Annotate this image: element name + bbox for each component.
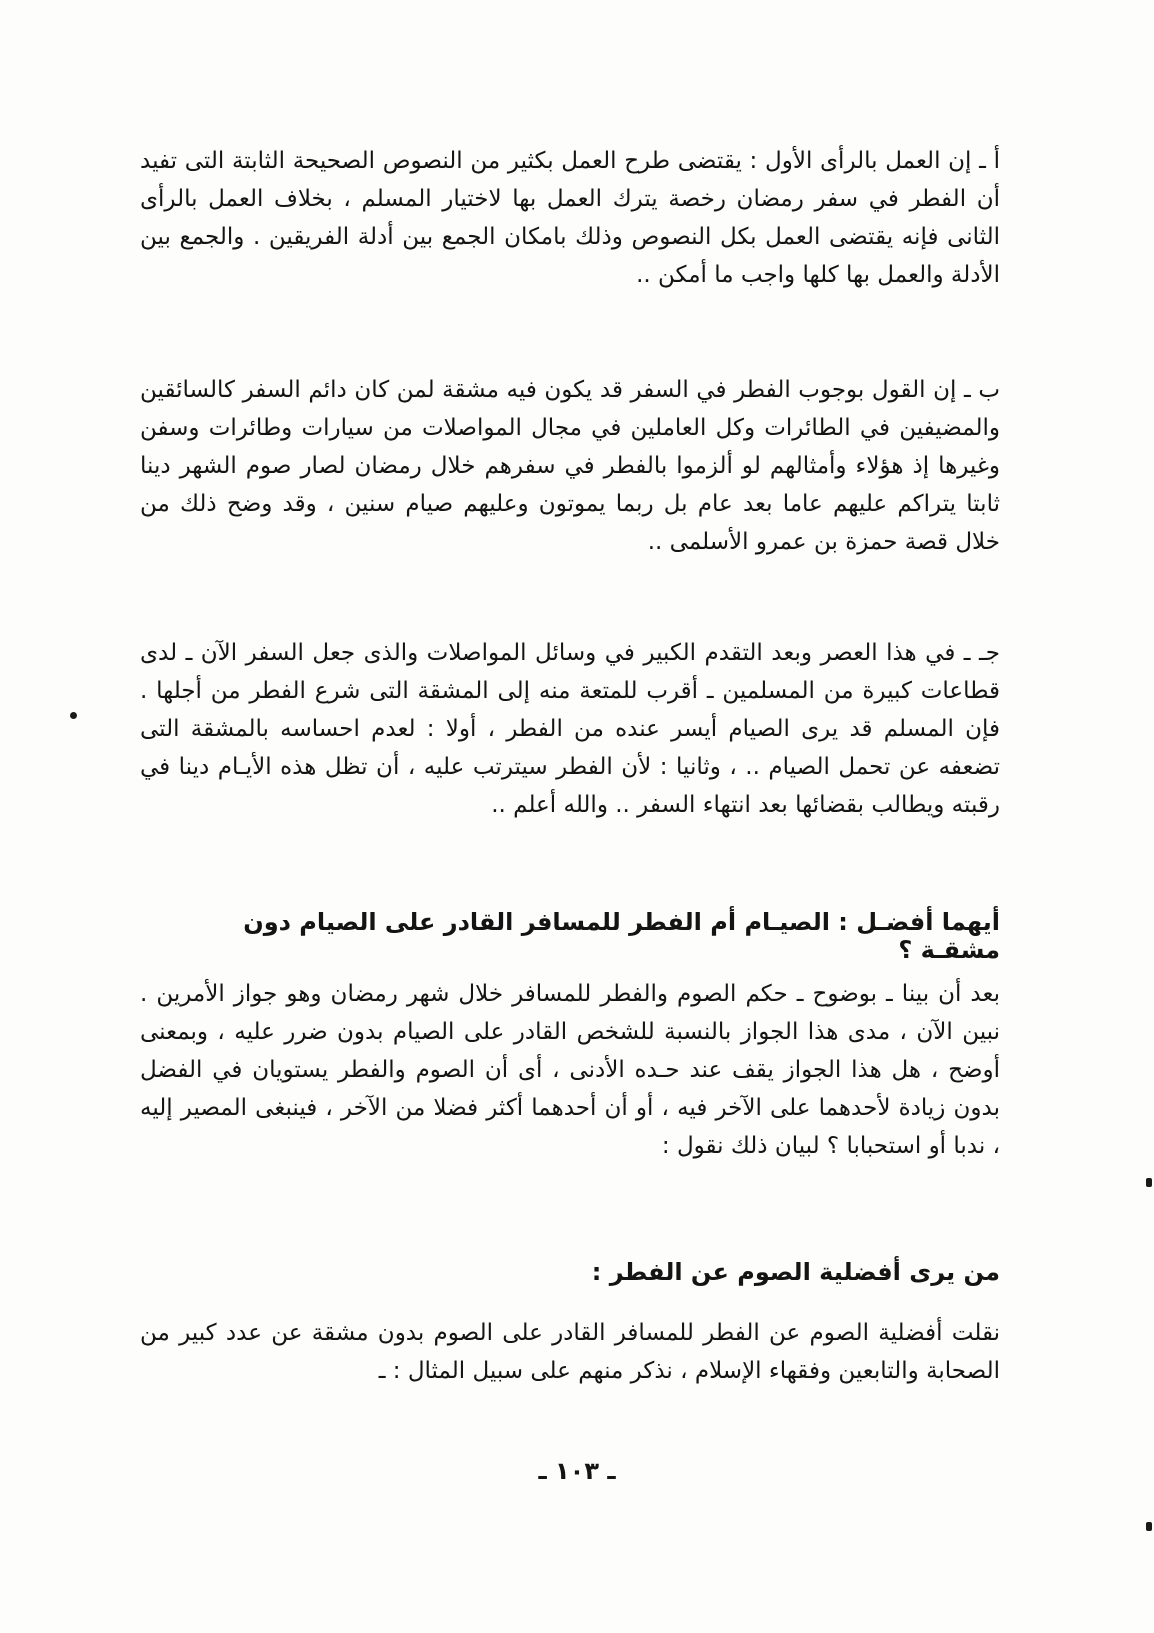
paragraph-second-reason: ب ـ إن القول بوجوب الفطر في السفر قد يكون فيه مشقة لمن كان دائم السفر كالسائقين والمضيفين في الطائرات وكل العاملين في مجال المواصلات من سيارات وطائرات وسفن وغيرها إذ هؤلاء وأمثالهم لو ألزموا بالفطر في سفرهم خلال رمضان لصار صوم الشهر دينا ثابتا يتراكم عليهم عاما بعد عام بل ربما يموتون وعليهم صيام سنين ، وقد وضح ذلك من خلال قصة حمزة بن عمرو الأسلمى .. — [140, 377, 1000, 555]
section-heading-preference-of-fasting: من يرى أفضلية الصوم عن الفطر : — [591, 1258, 1000, 1286]
scan-speck — [70, 712, 77, 719]
paragraph-first-reason: أ ـ إن العمل بالرأى الأول : يقتضى طرح العمل بكثير من النصوص الصحيحة الثابتة التى تفيد أن الفطر في سفر رمضان رخصة يترك العمل بها لاختيار المسلم ، بخلاف العمل بالرأى الثانى فإنه يقتضى العمل بكل النصوص وذلك بامكان الجمع بين أدلة الفريقين . والجمع بين الأدلة والعمل بها كلها واجب ما أمكن .. — [140, 148, 1000, 288]
scan-speck — [1146, 1522, 1152, 1531]
page-number: ـ ١٠٣ ـ — [538, 1457, 616, 1485]
paragraph-section-intro: بعد أن بينا ـ بوضوح ـ حكم الصوم والفطر للمسافر خلال شهر رمضان وهو جواز الأمرين . نبين الآن ، مدى هذا الجواز بالنسبة للشخص القادر على الصيام بدون ضرر عليه ، وبمعنى أوضح ، هل هذا الجواز يقف عند حـده الأدنى ، أى أن الصوم والفطر يستويان في الفضل بدون زيادة لأحدهما على الآخر فيه ، أو أن أحدهما أكثر فضلا من الآخر ، فينبغى المصير إليه ، ندبا أو استحبابا ؟ لبيان ذلك نقول : — [140, 981, 1000, 1159]
scan-speck — [1146, 1178, 1152, 1187]
section-heading-which-is-better: أيهما أفضـل : الصيـام أم الفطر للمسافر القادر على الصيام دون مشقـة ؟ — [243, 908, 1000, 964]
paragraph-third-reason: جـ ـ في هذا العصر وبعد التقدم الكبير في وسائل المواصلات والذى جعل السفر الآن ـ لدى قطاعات كبيرة من المسلمين ـ أقرب للمتعة منه إلى المشقة التى شرع الفطر من أجلها . فإن المسلم قد يرى الصيام أيسر عنده من الفطر ، أولا : لعدم احساسه بالمشقة التى تضعفه عن تحمل الصيام .. ، وثانيا : لأن الفطر سيترتب عليه ، أن تظل هذه الأيـام دينا في رقبته ويطالب بقضائها بعد انتهاء السفر .. والله أعلم .. — [140, 640, 1000, 818]
paragraph-preference-intro: نقلت أفضلية الصوم عن الفطر للمسافر القادر على الصوم بدون مشقة عن عدد كبير من الصحابة والتابعين وفقهاء الإسلام ، نذكر منهم على سبيل المثال : ـ — [140, 1320, 1000, 1384]
